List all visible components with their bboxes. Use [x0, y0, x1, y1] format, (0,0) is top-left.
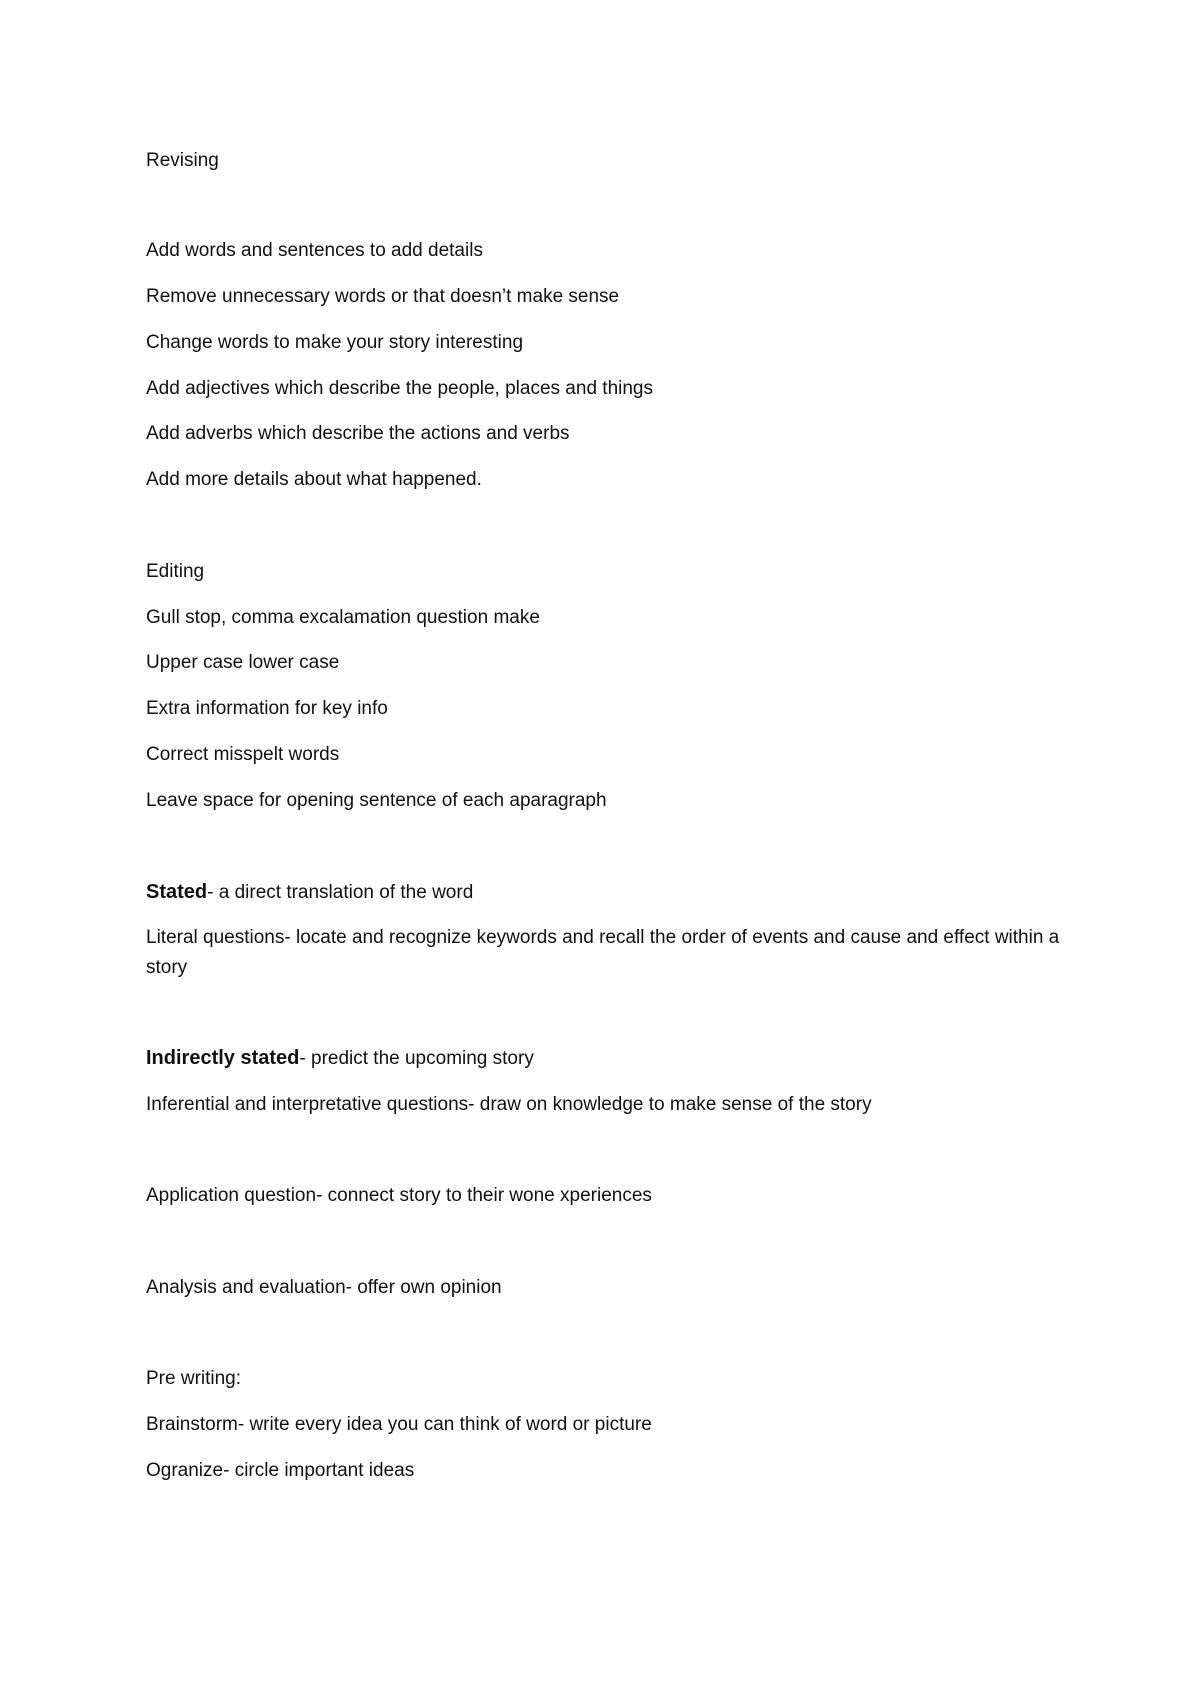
editing-item: Gull stop, comma excalamation question make: [146, 607, 540, 628]
pre-writing-heading: Pre writing:: [146, 1368, 242, 1389]
analysis-line: Analysis and evaluation- offer own opinion: [146, 1277, 502, 1298]
application-line: Application question- connect story to their wone xperiences: [146, 1185, 652, 1206]
editing-item: Correct misspelt words: [146, 744, 340, 765]
editing-heading: Editing: [146, 561, 205, 582]
revising-item: Add adverbs which describe the actions and verbs: [146, 423, 570, 444]
indirectly-stated-definition: - predict the upcoming story: [299, 1048, 534, 1069]
pre-writing-item: Ogranize- circle important ideas: [146, 1460, 415, 1481]
indirectly-stated-detail: Inferential and interpretative questions- draw on knowledge to make sense of the story: [146, 1094, 872, 1115]
stated-detail: Literal questions- locate and recognize keywords and recall the order of events and cause and effect within a story: [146, 927, 1060, 978]
stated-line: [146, 877, 1066, 908]
stated-definition: - a direct translation of the word: [207, 882, 474, 903]
revising-item: Add more details about what happened.: [146, 469, 482, 490]
indirectly-stated-term: Indirectly stated: [146, 1047, 300, 1069]
editing-item: Extra information for key info: [146, 698, 388, 719]
revising-item: Remove unnecessary words or that doesn’t make sense: [146, 286, 620, 307]
pre-writing-item: Brainstorm- write every idea you can think of word or picture: [146, 1414, 652, 1435]
indirectly-stated-line: [146, 1043, 1066, 1074]
editing-item: Leave space for opening sentence of each aparagraph: [146, 790, 607, 811]
revising-item: Add words and sentences to add details: [146, 240, 483, 261]
stated-term: Stated: [146, 881, 208, 903]
editing-item: Upper case lower case: [146, 652, 340, 673]
revising-item: Add adjectives which describe the people, places and things: [146, 378, 653, 399]
revising-item: Change words to make your story interesting: [146, 332, 524, 353]
revising-heading: Revising: [146, 150, 219, 171]
